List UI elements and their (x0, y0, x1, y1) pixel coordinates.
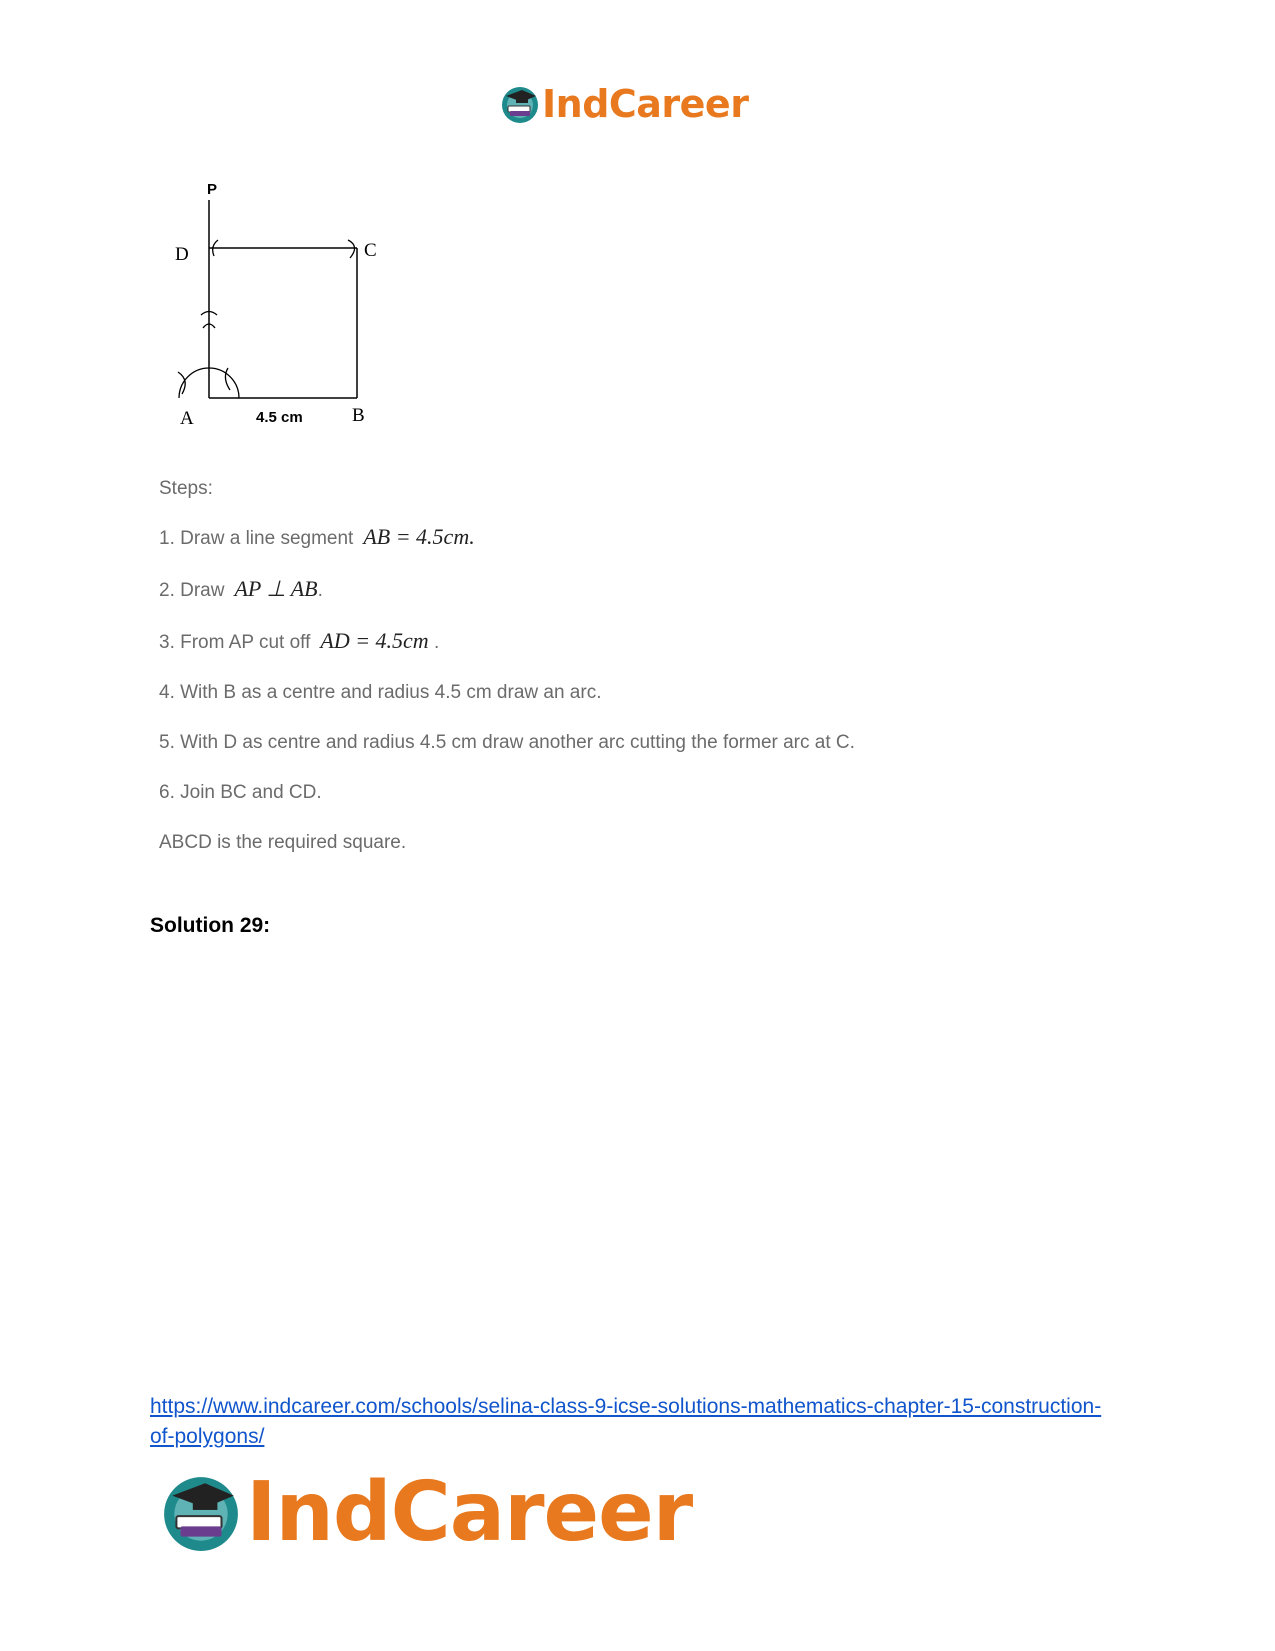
step-1 (159, 524, 475, 550)
arc-mark-right (225, 368, 230, 390)
label-dimension: 4.5 cm (256, 409, 303, 426)
steps-heading: Steps: (159, 478, 213, 499)
header-logo (500, 80, 748, 128)
footer-logo (160, 1464, 693, 1560)
label-c: C (364, 240, 377, 261)
arc-at-c (348, 240, 355, 258)
conclusion: ABCD is the required square. (159, 832, 407, 853)
solution-heading: Solution 29: (150, 914, 271, 937)
step-3-text: 3. From AP cut off (159, 632, 311, 653)
step-3-math: AD = 4.5cm (320, 628, 429, 653)
footer-logo-text: IndCareer (246, 1464, 693, 1560)
label-a: A (180, 408, 194, 429)
step-2-math: AP ⊥ AB (234, 576, 318, 601)
graduation-cap-book-icon (160, 1471, 242, 1553)
step-3: 3. From AP cut off AD = 4.5cm . (159, 628, 440, 653)
step-1-text: 1. Draw a line segment (159, 528, 354, 549)
step-6: 6. Join BC and CD. (159, 782, 322, 803)
step-2-text: 2. Draw (159, 580, 225, 601)
graduation-cap-book-icon (500, 84, 540, 124)
step-4: 4. With B as a centre and radius 4.5 cm draw an arc. (159, 682, 602, 703)
step-2: 2. Draw AP ⊥ AB. (159, 576, 323, 601)
label-b: B (352, 405, 365, 426)
arc-mark-left (178, 372, 185, 394)
label-d: D (175, 244, 189, 265)
square-construction-diagram (170, 180, 410, 440)
step-5: 5. With D as centre and radius 4.5 cm draw another arc cutting the former arc at C. (159, 732, 855, 753)
source-link[interactable]: https://www.indcareer.com/schools/selina-class-9-icse-solutions-mathematics-chapter-15-construction-of-polygons/ (150, 1395, 1102, 1448)
header-logo-text: IndCareer (542, 82, 749, 126)
label-p: P (207, 181, 218, 198)
step-1-math: AB = 4.5cm. (363, 524, 475, 549)
